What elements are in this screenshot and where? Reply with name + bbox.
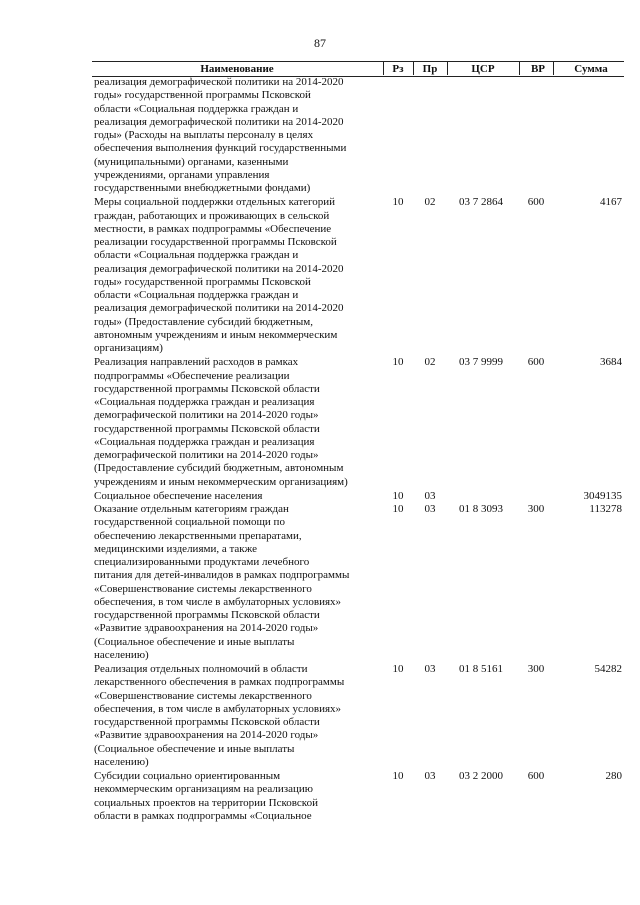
table-row bbox=[94, 490, 624, 503]
row-sum: 280 bbox=[605, 770, 622, 782]
row-name: Субсидии социально ориентированным некоммерческим организациям на реализацию социальных проектов на территории Псковской области в рамках подпрограммы «Социальное bbox=[94, 770, 318, 822]
row-pr: 02 bbox=[424, 196, 436, 209]
row-name: Реализация отдельных полномочий в области лекарственного обеспечения в рамках подпрограммы «Совершенствование системы лекарственного обеспечения, в том числе в амбулаторных условиях» государственной программы Псковской области «Развитие здравоохранения на 2014-2020 годы» (Социальное обеспечение и иные выплаты населению) bbox=[94, 663, 345, 768]
row-name: Реализация направлений расходов в рамках подпрограммы «Обеспечение реализации государственной программы Псковской области «Социальная поддержка граждан и реализация демографической политики на 2014-2020 годы» государственной программы Псковской области «Социальная поддержка граждан и реализация демографической политики на 2014-2020 годы» (Предоставление субсидий бюджетным, автономным учреждениям и иным некоммерческим организациям) bbox=[94, 356, 348, 488]
row-sum: 4167 bbox=[600, 196, 622, 209]
row-vr: 300 bbox=[527, 663, 545, 675]
header-rz: Рз bbox=[392, 63, 404, 75]
row-pr: 03 bbox=[424, 503, 436, 515]
row-pr: 03 bbox=[424, 770, 436, 782]
row-vr: 600 bbox=[527, 356, 545, 369]
table-row bbox=[94, 503, 624, 662]
row-name: реализация демографической политики на 2014-2020 годы» государственной программы Псковской области «Социальная поддержка граждан и реализация демографической политики на 2014-2020 годы» (Расходы на выплаты персоналу в целях обеспечения выполнения функций государственными (муниципальными) органами, казенными учреждениями, органами управления государственными внебюджетными фондами) bbox=[94, 76, 347, 194]
header-divider bbox=[519, 61, 520, 75]
row-sum: 54282 bbox=[594, 663, 622, 675]
row-name: Меры социальной поддержки отдельных категорий граждан, работающих и проживающих в сельской местности, в рамках подпрограммы «Обеспечение реализации государственной программы Псковской области «Социальная поддержка граждан и реализация демографической политики на 2014-2020 годы» государственной программы Псковской области «Социальная поддержка граждан и реализация демографической политики на 2014-2020 годы» (Предоставление субсидий бюджетным, автономным учреждениям и иным некоммерческим организациям) bbox=[94, 196, 344, 354]
row-csr: 01 8 5161 bbox=[459, 663, 503, 675]
row-pr: 03 bbox=[424, 663, 436, 675]
row-name: Оказание отдельным категориям граждан государственной социальной помощи по обеспечению лекарственными препаратами, медицинскими изделиями, а также специализированными продуктами лечебного питания для детей-инвалидов в рамках подпрограммы «Совершенствование системы лекарственного обеспечения, в том числе в амбулаторных условиях» государственной программы Псковской области «Развитие здравоохранения на 2014-2020 годы» (Социальное обеспечение и иные выплаты населению) bbox=[94, 503, 350, 661]
row-sum: 3684 bbox=[600, 356, 622, 369]
row-name: Социальное обеспечение населения bbox=[94, 489, 263, 502]
row-sum: 3049135 bbox=[583, 489, 622, 502]
table-row bbox=[94, 76, 624, 195]
table-header bbox=[92, 61, 624, 77]
row-rz: 10 bbox=[392, 663, 404, 675]
row-pr: 02 bbox=[424, 356, 436, 369]
header-name: Наименование bbox=[200, 63, 274, 75]
table-row bbox=[94, 356, 624, 489]
row-vr: 600 bbox=[527, 196, 545, 209]
table-row bbox=[94, 663, 624, 769]
header-vr: ВР bbox=[530, 63, 546, 75]
row-csr: 03 2 2000 bbox=[459, 770, 503, 782]
header-divider bbox=[553, 61, 554, 75]
table-row bbox=[94, 196, 624, 355]
row-rz: 10 bbox=[392, 356, 404, 369]
header-divider bbox=[447, 61, 448, 75]
table-body bbox=[94, 76, 624, 823]
row-rz: 10 bbox=[392, 770, 404, 782]
row-csr: 03 7 9999 bbox=[459, 356, 503, 369]
header-sum: Сумма bbox=[574, 63, 608, 75]
row-pr: 03 bbox=[424, 489, 436, 502]
row-rz: 10 bbox=[392, 503, 404, 515]
page-number: 87 bbox=[314, 36, 326, 50]
row-rz: 10 bbox=[392, 196, 404, 209]
header-csr: ЦСР bbox=[471, 63, 495, 75]
row-csr: 01 8 3093 bbox=[459, 503, 503, 515]
row-csr: 03 7 2864 bbox=[459, 196, 503, 209]
header-pr: Пр bbox=[422, 63, 438, 75]
row-rz: 10 bbox=[392, 489, 404, 502]
table-row bbox=[94, 770, 624, 823]
row-sum: 113278 bbox=[589, 503, 622, 515]
row-vr: 600 bbox=[527, 770, 545, 782]
header-divider bbox=[413, 61, 414, 75]
header-divider bbox=[383, 61, 384, 75]
row-vr: 300 bbox=[527, 503, 545, 515]
